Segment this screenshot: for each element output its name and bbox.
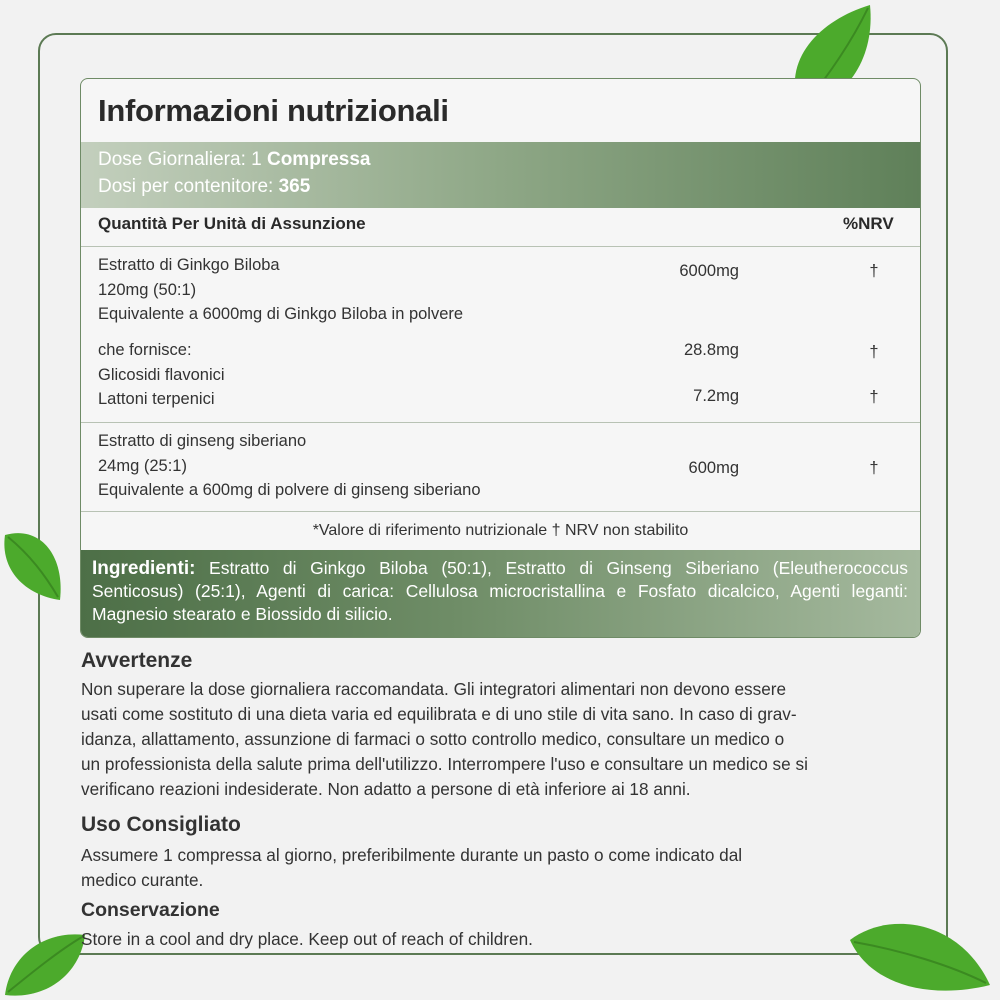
ingredients-band: [81, 550, 920, 638]
table-row: che fornisce: Glicosidi flavonici: [98, 341, 225, 384]
warnings-text: Non superare la dose giornaliera raccomandata. Gli integratori alimentari non devono essere usati come sostituto di una dieta varia ed equilibrata e di uno stile di vita sano. In caso di grav- idanza, allattamento, assunzione di farmaci o sotto controllo medico, consultare un medico o un professionista della salute prima dell'utilizzo. Interrompere l'uso e consultare un medico se si verificano reazioni indesiderate. Non adatto a persone di età inferiore ai 18 anni.: [81, 679, 808, 799]
storage-title: Conservazione: [81, 899, 220, 921]
nutrition-panel: [80, 78, 921, 638]
nrv-value: †: [869, 459, 879, 477]
amount-value: 600mg: [688, 459, 739, 477]
leaf-icon: [0, 525, 70, 605]
ingredients-text: Estratto di Ginkgo Biloba (50:1), Estratto di Ginseng Siberiano (Eleutherococcus Senticosus) (25:1), Agenti di carica: Cellulosa microcristallina e Fosfato dicalcico, Agenti leganti: Magnesio stearato e Biossido di silicio.: [92, 558, 908, 624]
amount-value: 7.2mg: [693, 387, 739, 405]
divider: [81, 511, 920, 512]
daily-dose: Dose Giornaliera: 1 Compressa: [98, 149, 371, 170]
amount-value: 6000mg: [679, 262, 739, 280]
dose-band: [81, 142, 920, 208]
panel-title: Informazioni nutrizionali: [98, 93, 449, 128]
warnings-title: Avvertenze: [81, 649, 193, 672]
column-header-nrv: %NRV: [843, 214, 894, 233]
column-header-quantity: Quantità Per Unità di Assunzione: [98, 214, 366, 233]
usage-title: Uso Consigliato: [81, 813, 241, 836]
amount-value: 28.8mg: [683, 341, 739, 359]
storage-text: Store in a cool and dry place. Keep out of reach of children.: [81, 929, 533, 949]
leaf-icon: [0, 920, 90, 1000]
nrv-value: †: [869, 262, 879, 280]
table-row: Estratto di Ginkgo Biloba 120mg (50:1) Equivalente a 6000mg di Ginkgo Biloba in polvere: [98, 256, 464, 323]
doses-per-container: Dosi per contenitore: 365: [98, 176, 311, 197]
nrv-value: †: [869, 388, 879, 406]
footnote: *Valore di riferimento nutrizionale † NRV non stabilito: [312, 522, 689, 539]
divider: [81, 422, 920, 423]
table-row: Estratto di ginseng siberiano 24mg (25:1) Equivalente a 600mg di polvere di ginseng siberiano: [98, 432, 481, 499]
nrv-value: †: [869, 343, 879, 361]
divider: [81, 246, 920, 247]
table-row: Lattoni terpenici: [98, 390, 215, 408]
usage-text: Assumere 1 compressa al giorno, preferibilmente durante un pasto o come indicato dal medico curante.: [81, 845, 743, 890]
ingredients-label: Ingredienti:: [92, 558, 196, 579]
leaf-icon: [840, 910, 1000, 1000]
